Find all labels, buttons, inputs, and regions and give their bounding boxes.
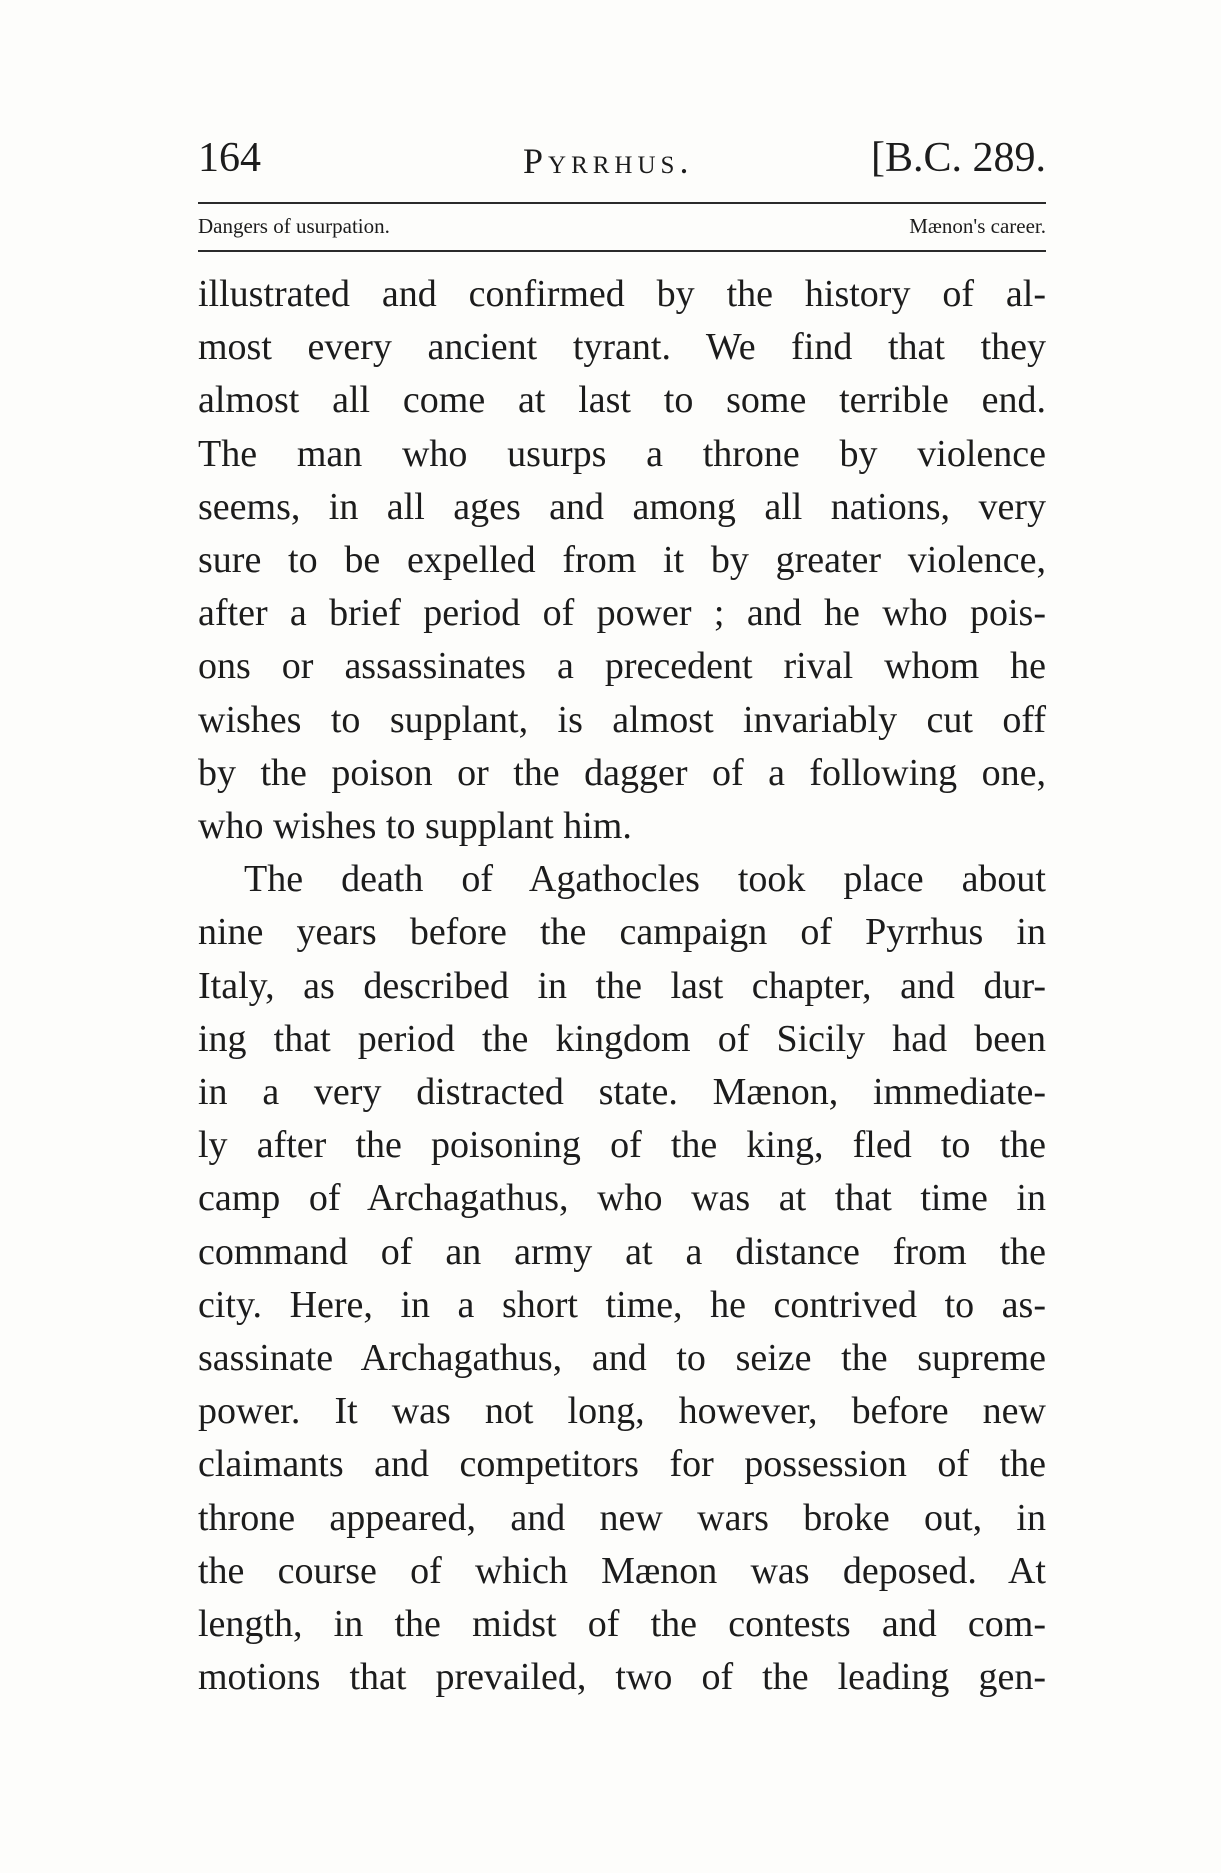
text-line: The man who usurps a throne by violence: [198, 432, 1046, 475]
text-line: sassinate Archagathus, and to seize the supreme: [198, 1337, 1046, 1380]
running-head: [198, 128, 1046, 190]
text-line: sure to be expelled from it by greater violence,: [198, 539, 1046, 582]
text-line: Italy, as described in the last chapter, and dur-: [198, 964, 1046, 1007]
text-line: illustrated and confirmed by the history of al-: [198, 273, 1046, 315]
paragraph-1: [198, 268, 1046, 853]
text-line: seems, in all ages and among all nations, very: [198, 485, 1046, 528]
text-line: ly after the poisoning of the king, fled to the: [198, 1124, 1046, 1167]
text-line: in a very distracted state. Mænon, immediate-: [198, 1071, 1046, 1114]
text-line: by the poison or the dagger of a following one,: [198, 751, 1046, 794]
text-line: after a brief period of power ; and he who pois-: [198, 592, 1046, 635]
side-notes: [198, 212, 1046, 242]
text-line: motions that prevailed, two of the leading gen-: [198, 1656, 1046, 1699]
text-line: throne appeared, and new wars broke out, in: [198, 1496, 1046, 1539]
text-line: almost all come at last to some terrible end.: [198, 379, 1046, 422]
text-line: camp of Archagathus, who was at that time in: [198, 1177, 1046, 1220]
text-line: command of an army at a distance from the: [198, 1230, 1046, 1273]
text-line: The death of Agathocles took place about: [244, 858, 1046, 901]
text-line: power. It was not long, however, before new: [198, 1390, 1046, 1433]
text-line: the course of which Mænon was deposed. At: [198, 1549, 1046, 1592]
paragraph-2: [198, 853, 1046, 1704]
text-line: most every ancient tyrant. We find that they: [198, 326, 1046, 369]
text-line: length, in the midst of the contests and com-: [198, 1603, 1046, 1646]
text-line: ing that period the kingdom of Sicily had been: [198, 1017, 1046, 1060]
body-text: [198, 268, 1046, 1704]
text-line: nine years before the campaign of Pyrrhus in: [198, 911, 1046, 954]
header-rule-top: [198, 202, 1046, 204]
book-title: Pyrrhus.: [523, 141, 694, 181]
side-note-right: Mænon's career.: [909, 214, 1046, 238]
date-marker: [B.C. 289.: [870, 135, 1046, 181]
text-line: city. Here, in a short time, he contrived to as-: [198, 1283, 1046, 1326]
text-line: ons or assassinates a precedent rival whom he: [198, 645, 1046, 688]
header-rule-bottom: [198, 250, 1046, 252]
text-line: wishes to supplant, is almost invariably cut off: [198, 698, 1046, 741]
text-line: claimants and competitors for possession of the: [198, 1443, 1046, 1486]
text-line: who wishes to supplant him.: [198, 805, 632, 848]
page-number: 164: [198, 135, 261, 181]
side-note-left: Dangers of usurpation.: [198, 214, 390, 238]
